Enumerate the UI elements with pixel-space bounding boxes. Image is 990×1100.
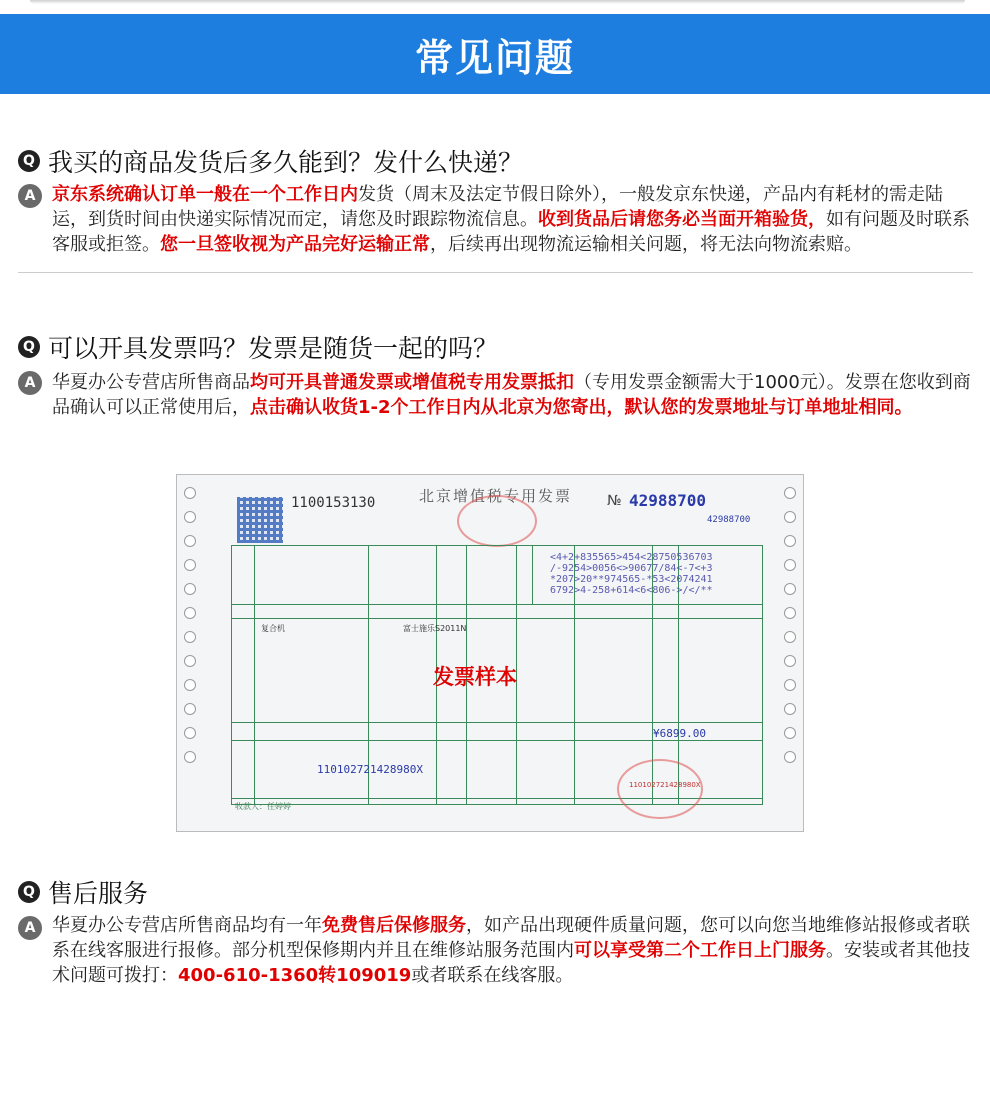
invoice-tax-id: 110102721428980X — [317, 763, 423, 776]
answer-text: 发货（周末及法定节假日除外），一般发京东快递，产品内有耗材的需走陆运，到货时间由快递实际情况而定，请您及时跟踪物流信息。 — [52, 184, 943, 230]
faq1-answer — [52, 182, 972, 257]
question-icon: Q — [18, 336, 40, 358]
answer-text: ，后续再出现物流运输相关问题，将无法向物流索赔。 — [430, 234, 862, 255]
answer-text: （专用发票金额需大于1000元）。发票在您收到商品确认可以正常使用后， — [52, 372, 971, 418]
answer-highlight: 可以享受第二个工作日上门服务 — [574, 940, 826, 961]
answer-icon: A — [18, 916, 42, 940]
faq2-question-row — [18, 329, 498, 365]
company-seal — [617, 759, 703, 819]
top-shadow — [30, 0, 965, 4]
faq3-question: 售后服务 — [48, 879, 149, 908]
faq3-answer — [52, 913, 972, 988]
invoice-total: ¥6899.00 — [653, 727, 706, 740]
qr-code — [237, 497, 283, 543]
invoice-number: 42988700 — [629, 491, 707, 510]
section-divider — [18, 272, 973, 273]
invoice-payee: 收款人：任婷婷 — [235, 802, 291, 811]
invoice-sample-image — [176, 474, 804, 832]
answer-text: 。安装或者其他技术问题可拨打： — [52, 940, 970, 986]
question-icon: Q — [18, 150, 40, 172]
answer-text: 或者联系在线客服。 — [411, 965, 574, 986]
answer-highlight: 收到货品后请您务必当面开箱验货， — [538, 209, 826, 230]
answer-highlight: 京东系统确认订单一般在一个工作日内 — [52, 184, 358, 205]
faq1-question-row — [18, 143, 523, 179]
invoice-title: 北京增值税专用发票 — [419, 487, 573, 505]
answer-highlight: 您一旦签收视为产品完好运输正常 — [160, 234, 430, 255]
faq2-question: 可以开具发票吗？发票是随货一起的吗？ — [48, 334, 499, 363]
answer-text: 华夏办公专营店所售商品均有一年 — [52, 915, 322, 936]
banner-title: 常见问题 — [414, 35, 575, 80]
invoice-cipher: <4+2+835565>454<28750536703 /-9254>0056<>90677/84<-7<+3 *207>20**974565-*53<2074241 6792>4-258+614<6<806->/</** — [550, 552, 713, 596]
answer-text: 如有问题及时联系客服或拒签。 — [52, 209, 970, 255]
answer-highlight: 400-610-1360转109019 — [178, 965, 412, 986]
faq1-question: 我买的商品发货后多久能到？发什么快递？ — [48, 148, 524, 177]
invoice-sample-label: 发票样本 — [433, 665, 517, 689]
invoice-item: 复合机 — [261, 624, 285, 633]
faq2-answer — [52, 370, 972, 420]
answer-text: ，如产品出现硬件质量问题，您可以向您当地维修站报修或者联系在线客服进行报修。部分机型保修期内并且在维修站服务范围内 — [52, 915, 970, 961]
answer-highlight: 均可开具普通发票或增值税专用发票抵扣 — [250, 372, 574, 393]
answer-icon: A — [18, 371, 42, 395]
faq-banner — [0, 14, 990, 94]
answer-highlight: 免费售后保修服务 — [322, 915, 466, 936]
perforation-right — [779, 475, 801, 831]
invoice-code: 1100153130 — [291, 495, 376, 511]
answer-highlight: 点击确认收货1-2个工作日内从北京为您寄出，默认您的发票地址与订单地址相同。 — [250, 397, 913, 418]
perforation-left — [179, 475, 201, 831]
invoice-model: 富士施乐S2011N — [403, 624, 467, 633]
tax-seal — [457, 495, 537, 547]
faq3-question-row — [18, 874, 148, 910]
answer-icon: A — [18, 184, 42, 208]
invoice-number-small: 42988700 — [707, 515, 751, 525]
company-seal-text: 110102721428980X — [629, 781, 701, 789]
invoice-number-label: № — [607, 493, 622, 509]
answer-text: 华夏办公专营店所售商品 — [52, 372, 250, 393]
question-icon: Q — [18, 881, 40, 903]
